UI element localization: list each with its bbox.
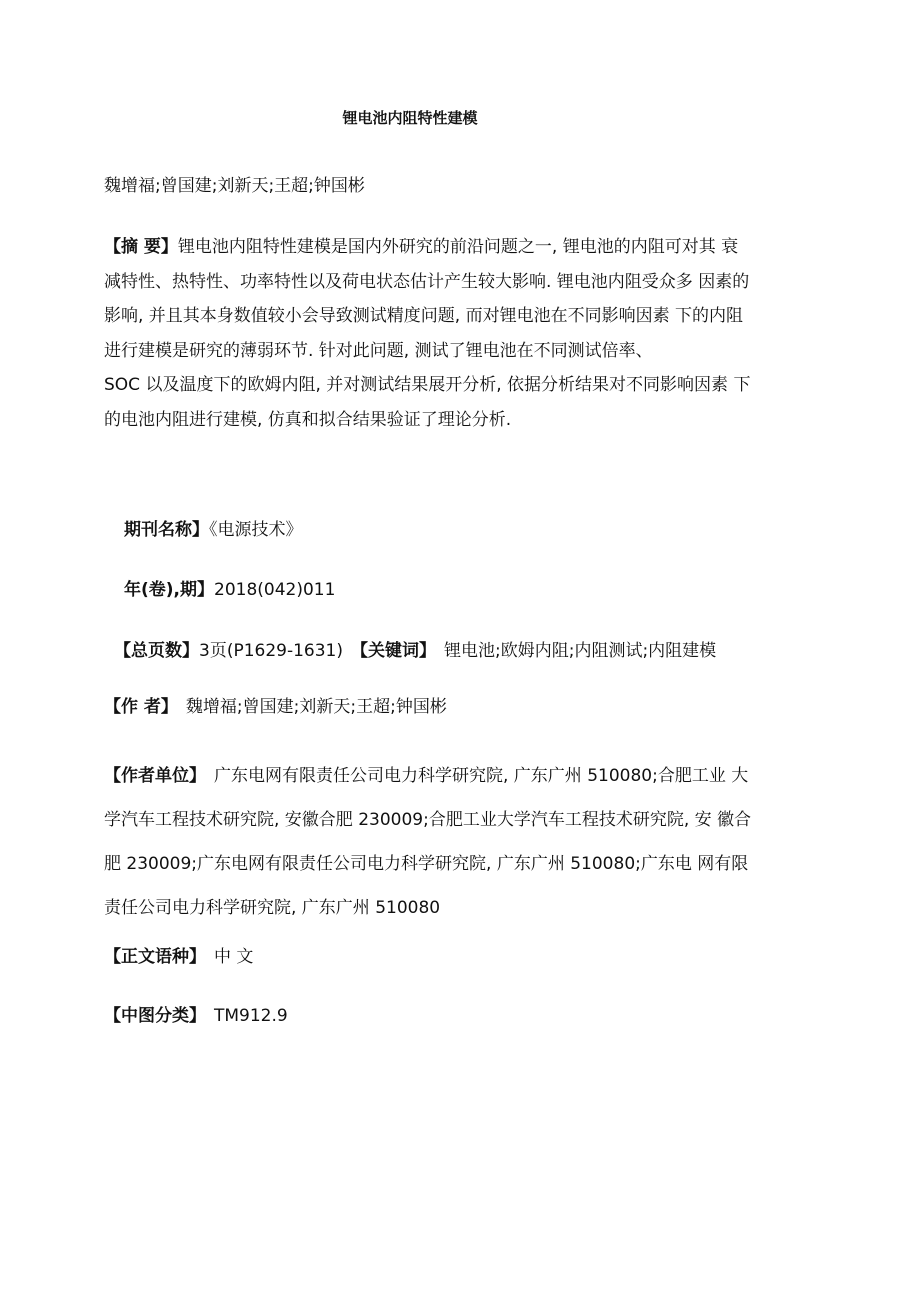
abstract-section [104, 230, 816, 437]
pages-label: 【总页数】 [114, 641, 199, 661]
authors-value: 魏增福;曾国建;刘新天;王超;钟国彬 [185, 697, 447, 717]
classification-label: 【中图分类】 [104, 1006, 206, 1026]
abstract-label: 【摘 要】 [104, 237, 178, 257]
page-title: 锂电池内阻特性建模 [342, 109, 478, 127]
abstract-line: SOC 以及温度下的欧姆内阻, 并对测试结果展开分析, 依据分析结果对不同影响因素 下 [104, 375, 751, 395]
year-volume-label: 年(卷),期】 [124, 580, 214, 600]
keywords-label: 【关键词】 [351, 641, 436, 661]
affiliations-label: 【作者单位】 [104, 766, 206, 786]
language-value: 中 文 [214, 947, 254, 967]
abstract-line: 影响, 并且其本身数值较小会导致测试精度问题, 而对锂电池在不同影响因素 下的内阻 [104, 306, 744, 326]
keywords-value: 锂电池;欧姆内阻;内阻测试;内阻建模 [444, 641, 717, 661]
abstract-line [104, 230, 816, 265]
author-list: 魏增福;曾国建;刘新天;王超;钟国彬 [104, 176, 365, 196]
abstract-line: 进行建模是研究的薄弱环节. 针对此问题, 测试了锂电池在不同测试倍率、 [104, 340, 653, 361]
abstract-line: 的电池内阻进行建模, 仿真和拟合结果验证了理论分析. [104, 409, 512, 430]
affiliation-line: 学汽车工程技术研究院, 安徽合肥 230009;合肥工业大学汽车工程技术研究院, 安 徽合 [104, 810, 752, 830]
language-field [104, 945, 253, 969]
pages-keywords-field [114, 639, 716, 663]
classification-value: TM912.9 [214, 1006, 288, 1026]
language-label: 【正文语种】 [104, 947, 206, 967]
affiliations-section [104, 754, 816, 930]
journal-value: 《电源技术》 [209, 520, 303, 540]
journal-field [124, 518, 303, 542]
affiliation-line [104, 754, 816, 798]
pages-value: 3页(P1629-1631) [199, 641, 343, 661]
authors-field [104, 695, 447, 719]
abstract-text: 锂电池内阻特性建模是国内外研究的前沿问题之一, 锂电池的内阻可对其 衰 [177, 237, 739, 257]
affiliation-line: 肥 230009;广东电网有限责任公司电力科学研究院, 广东广州 510080;广东电 网有限 [104, 854, 749, 874]
year-volume-value: 2018(042)011 [214, 580, 336, 600]
affiliation-text: 广东电网有限责任公司电力科学研究院, 广东广州 510080;合肥工业 大 [214, 766, 749, 786]
classification-field [104, 1004, 288, 1028]
affiliation-line: 责任公司电力科学研究院, 广东广州 510080 [104, 898, 441, 918]
journal-label: 期刊名称】 [124, 520, 209, 540]
abstract-line: 减特性、热特性、功率特性以及荷电状态估计产生较大影响. 锂电池内阻受众多 因素的 [104, 271, 750, 292]
authors-label: 【作 者】 [104, 697, 178, 717]
year-volume-field [124, 578, 335, 602]
